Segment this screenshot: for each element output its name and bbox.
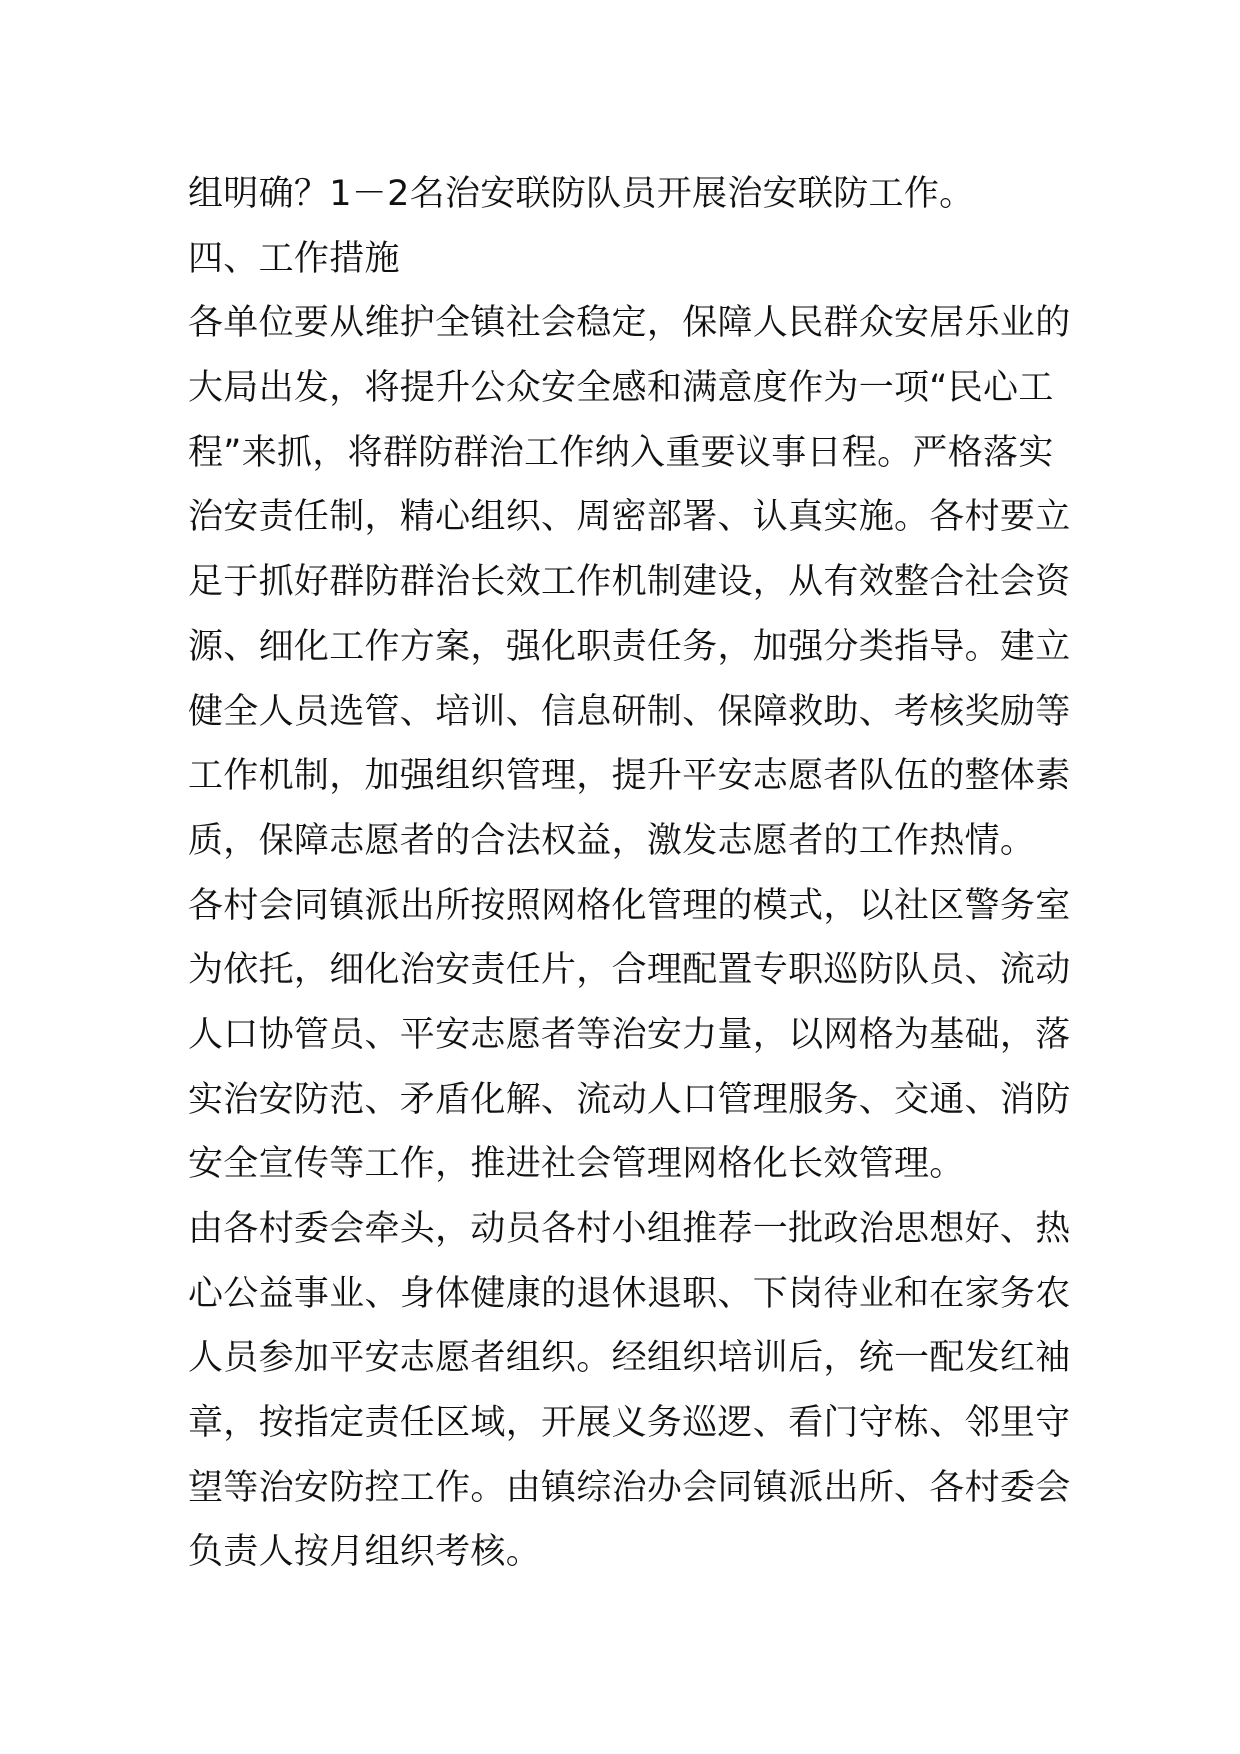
text-line: 人员参加平安志愿者组织。经组织培训后，统一配发红袖 [188, 1338, 1071, 1379]
text-line: 心公益事业、身体健康的退休退职、下岗待业和在家务农 [188, 1273, 1071, 1314]
text-line: 大局出发，将提升公众安全感和满意度作为一项“民心工 [188, 368, 1054, 409]
section-heading: 四、工作措施 [188, 238, 400, 279]
text-line: 由各村委会牵头，动员各村小组推荐一批政治思想好、热 [188, 1209, 1071, 1249]
document-body [188, 162, 1071, 1585]
text-line: 工作机制，加强组织管理，提升平安志愿者队伍的整体素 [188, 756, 1071, 797]
text-line: 安全宣传等工作，推进社会管理网格化长效管理。 [188, 1144, 965, 1185]
text-line: 程”来抓，将群防群治工作纳入重要议事日程。严格落实 [188, 432, 1054, 473]
text-line: 章，按指定责任区域，开展义务巡逻、看门守栋、邻里守 [188, 1403, 1071, 1444]
text-line: 各单位要从维护全镇社会稳定，保障人民群众安居乐业的 [188, 303, 1071, 344]
text-line: 负责人按月组织考核。 [188, 1532, 542, 1573]
text-line: 质，保障志愿者的合法权益，激发志愿者的工作热情。 [188, 820, 1036, 861]
text-line: 组明确？1－2名治安联防队员开展治安联防工作。 [188, 174, 975, 214]
text-line: 健全人员选管、培训、信息研制、保障救助、考核奖励等 [188, 691, 1071, 732]
text-line: 治安责任制，精心组织、周密部署、认真实施。各村要立 [188, 497, 1071, 538]
text-line: 源、细化工作方案，强化职责任务，加强分类指导。建立 [188, 626, 1071, 667]
text-line: 实治安防范、矛盾化解、流动人口管理服务、交通、消防 [188, 1079, 1071, 1120]
text-line: 为依托，细化治安责任片，合理配置专职巡防队员、流动 [188, 950, 1071, 991]
text-line: 人口协管员、平安志愿者等治安力量，以网格为基础，落 [188, 1014, 1071, 1055]
text-line: 足于抓好群防群治长效工作机制建设，从有效整合社会资 [188, 562, 1071, 603]
text-line: 各村会同镇派出所按照网格化管理的模式，以社区警务室 [188, 885, 1071, 926]
text-line: 望等治安防控工作。由镇综治办会同镇派出所、各村委会 [188, 1467, 1071, 1508]
